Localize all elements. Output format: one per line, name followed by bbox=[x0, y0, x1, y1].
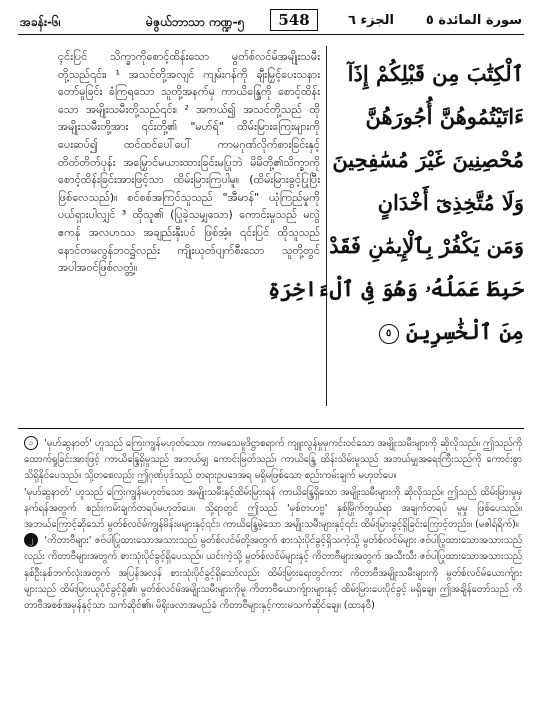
footnote-rule bbox=[18, 428, 524, 429]
footnote-item bbox=[24, 485, 522, 534]
footnote-item bbox=[24, 436, 522, 485]
ayah-number-marker: ٥ bbox=[379, 324, 399, 344]
juz-label: الجزء ٦ bbox=[348, 13, 394, 28]
footnote-number-marker: ၁ bbox=[24, 436, 38, 450]
page-header bbox=[18, 8, 524, 34]
translation-column bbox=[58, 48, 320, 418]
column-divider bbox=[326, 46, 327, 406]
page-number: 548 bbox=[270, 9, 318, 31]
arabic-line: وَمَن يَكْفُرْ بِٱلْإِيمَٰنِ فَقَدْ bbox=[329, 233, 524, 258]
arabic-line: ٱلْكِتَٰبَ مِن قَبْلِكُمْ إِذَآ bbox=[347, 61, 524, 86]
header-rule bbox=[18, 34, 524, 35]
translation-paragraph: ၚင်းပြင် သိက္ခာကိုစောင့်ထိန်းသော မွတ်စ်လင်မ်အမျိုးသမီးတို့သည်၎င်း၊ ¹ အသင်တို့အလျင် ကျမ်းဂန်ကို ချီးမြှင့်ပေးသနားတော်မူခြင်း ခံကြရသော သူတို့အနက်မှ ကာယိန္ဒြေကို စောင့်ထိန်းသော အမျိုးသမီးတို့သည်၎င်း၊ ² အကယ်၍ အသင်တို့သည် ထိုအမျိုးသမီးတို့အား ၎င်းတို့၏ "မဟ်ရ်" ထိမ်းမြားကြေးများကိုပေးဆပ်၍ ထင်ထင်ပေါ်ပေါ် ကာမဂုဏ်လိုက်စားခြင်းနှင့် တိတ်တိတ်ပုန်း အမြှောင်မယားထားခြင်းမပြုဘဲ မိမိတို့၏သိက္ခာကို စောင့်ထိန်းခြင်းအားဖြင့်သာ ထိမ်းမြားကြပါမူ။ (ထိမ်းမြားခွင့်ပြုပြီးဖြစ်လေသည်)။ စင်စစ်အကြင်သူသည် "အီမာန်" ယုံကြည်မှုကို ပယ်ရှားပါလျှင် ³ ထိုသူ၏ (ပြုခဲ့သမျှသော) ကောင်းမှုသည် မလွဲဧကန် အလဟဿ အချည်းနှီးပင် ဖြစ်အံ့။ ၎င်းပြင် ထိုသူသည် နောင်တမလွန်ဘဝ၌လည်း ကျိုးယုတ်ပျက်စီးသော သူတို့တွင် အပါအဝင်ဖြစ်လတ္တံ့။ bbox=[58, 50, 320, 275]
footnote-text: 'မုဟ်ဆွနာတ်' ဟူသည် ကြေးကျွန်မဟုတ်သော၊ ကာမသေမှုဒိဋ္ဌာစရာက် ကျူးလွန်မှုမှကင်းဝင်သော အမျိုးသမီးများကို ဆိုလိုသည်။ ဤသည်ကို ထောက်ရှုခြင်းအားဖြင့် ကာယိန္ဒြေရှိမှုသည် အဘယ်မျှ ကောင်းမြတ်သည်၊ ကာယိန္ဒြေ ထိန်းသိမ်းမှုသည် အဘယ်မျှအရေးကြီးသည်ကို ကောင်းစွာ သိရှိနိုင်ပေသည်။ သို့တစေလည်း ဤဂုဏ်ပုဒ်သည် တရားဥပဒေအရ မရှိမဖြစ်သော စည်းကမ်းချက် မဟုတ်ပေ။ bbox=[24, 438, 522, 482]
arabic-line: مُحْصِنِينَ غَيْرَ مُسَٰفِحِينَ bbox=[332, 147, 524, 172]
arabic-line-text: مِنَ ٱلْخَٰسِرِينَ bbox=[405, 319, 524, 344]
chapter-label: အခန်း-၆၊ bbox=[20, 15, 61, 29]
footnotes-section bbox=[24, 436, 522, 701]
footnote-item bbox=[24, 533, 522, 614]
surah-label: سورة المائدة ٥ bbox=[425, 13, 522, 28]
arabic-column bbox=[268, 52, 524, 412]
footnote-text: 'မုဟ်ဆွနာတ်' ဟူသည် ကြေးကျွန်မဟုတ်သော အမျိုးသမီးနှင့်ထိမ်းမြားရန် ကာယိန္ဒြေရှိသော အမျိုးသမီးများကို ဆိုလိုသည်။ ဤသည် ထိမ်းမြားမှုမှနက်ရန်အတွက် စည်းကမ်းချက်တရပ်မဟုတ်ပေ။ သို့ရာတွင် ဤသည် 'မှစ်တဟဗ္ဗ' နှစ်မြိုက်ဘွယ်ရာ အချက်တရပ် မူမှု ဖြစ်ပေသည်။ အဘယ်ကြောင့်ဆိုသော် မွတ်စ်လင်မ်ကျွန်မိန်းမများနှင့်၎င်း၊ ကာယိန္ဒြေမဲ့သော အမျိုးသမီးများနှင့်၎င်း ထိမ်းမြားခွင့်ရှိခြင်းကြောင့်တည်း။ (မဇါရ်ရိက်)။ bbox=[24, 486, 522, 531]
quran-translation-page bbox=[18, 8, 524, 704]
arabic-line-last bbox=[334, 310, 524, 353]
arabic-line: حَبِطَ عَمَلُهُۥ وَهُوَ فِى ٱلْءَاخِرَةِ bbox=[268, 276, 524, 301]
section-label: မဲဇွယ်ဘာသာ ကဏ္ဍ-၅ bbox=[146, 15, 245, 29]
arabic-line: وَلَا مُتَّخِذِىٓ أَخْدَانٍ bbox=[377, 190, 524, 215]
footnote-number-marker: ၂ bbox=[24, 533, 38, 547]
footnote-text: 'ကိတာဗီများ' ဇဗ်ပါပြုထားသောအသားသည် မွတ်စ်လင်မ်တို့အတွက် စားသုံးပိုင်ခွင့်ရှိသကဲ့သို့ မွတ်စ်လင်မ်များ ဇဗ်ပါပြုထားသောအသားသည်လည်း ကိတာဗီများအတွက် စားသုံးပိုင်ခွင့်ရှိပေသည်။ ယင်းကဲ့သို့ မွတ်စ်လင်မ်များနှင့် ကိတာဗီများအတွက် အသီးသီး ဇဗ်ပါပြုထားသောအသားသည် နှစ်ဦးနှစ်ဘက်လုံးအတွက် အပြန်အလှန် စားသုံးပိုင်ခွင့်ရှိသော်လည်း ထိမ်းမြားရေးတွင်ကား ကိတာဗီအမျိုးသမီးများကို မွတ်စ်လင်မ်ယောက်ျားများသည် ထိမ်းမြားယူပိုင်ခွင့်ရှိ၏၊ မွတ်စ်လင်မ်အမျိုးသမီးများကိုမူ ကိတာဗီယောက်ျားများနှင့် ထိမ်းမြားပေးပိုင်ခွင့် မရှိချေ။ ဤအချိန်တော်သည် ကိတာဗီအစစ်အမှန်နှင့်သာ သက်ဆိုင်၏။ မိရိုးဖလာအမည်ခံ ကိတာဗီများနှင့်ကားမသက်ဆိုင်ချေ။ (ထာနဝီ) bbox=[24, 535, 522, 612]
arabic-line: ءَاتَيْتُمُوهُنَّ أُجُورَهُنَّ bbox=[365, 104, 524, 129]
